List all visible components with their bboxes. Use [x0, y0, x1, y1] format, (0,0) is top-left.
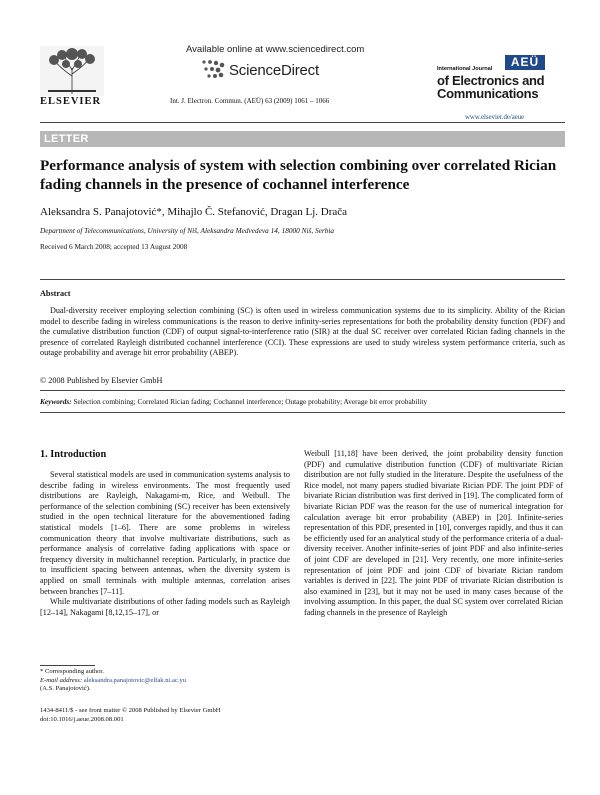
footnote-divider	[40, 665, 95, 666]
keywords-top-divider	[40, 390, 565, 391]
abstract-copyright: © 2008 Published by Elsevier GmbH	[40, 376, 163, 385]
journal-url-link[interactable]: www.elsevier.de/aeue	[465, 114, 525, 121]
left-column	[40, 470, 290, 618]
section-banner	[40, 131, 565, 147]
publisher-name: ELSEVIER	[40, 96, 102, 107]
footer-doi: doi:10.1016/j.aeue.2008.08.001	[40, 716, 124, 723]
keywords-list: Selection combining; Correlated Rician fading; Cochannel interference; Outage probability; Average bit error probability	[73, 397, 428, 406]
intro-heading: 1. Introduction	[40, 449, 107, 460]
journal-name-line2: Communications	[437, 86, 539, 101]
abstract-top-divider	[40, 279, 565, 280]
intro-paragraph-2: While multivariate distributions of other fading models such as Rayleigh [12–14], Nakagami [8,12,15–17], or	[40, 597, 290, 617]
footer-issn: 1434-8411/$ - see front matter © 2008 Published by Elsevier GmbH	[40, 707, 221, 714]
aeu-badge-icon: AEÜ	[505, 55, 545, 70]
intro-paragraph-1: Several statistical models are used in communication systems analysis to describe fading in wireless environments. The most frequently used distributions are Rayleigh, Nakagami-m, Rice, and Weibull. The performance of the selection combining (SC) receiver has been extensively studied in the open technical literature for the abovementioned fading statistical models [1–6]. There are some problems in wireless communication theory that involve multivariate distributions, such as performance analysis of correlative fading applications with space or frequency diversity in multichannel reception. Particularly, in practice due to insufficient spacing between antennas, when the diversity system is applied on small terminals with multiple antennas, correlation arises between branches [7–11].	[40, 470, 290, 596]
article-affiliation: Department of Telecommunications, University of Niš, Aleksandra Medvedeva 14, 18000 Niš, Serbia	[40, 226, 335, 235]
header-divider	[40, 122, 565, 123]
section-label: LETTER	[44, 133, 89, 145]
right-column	[304, 449, 563, 619]
footnote-name: (A.S. Panajotović).	[40, 685, 91, 693]
author-email-link[interactable]: aleksandra.panajotovic@elfak.ni.ac.yu	[83, 676, 187, 684]
abstract-heading: Abstract	[40, 289, 71, 298]
article-title: Performance analysis of system with selection combining over correlated Rician fading channels in the presence of cochannel interference	[40, 157, 557, 193]
sciencedirect-dots-icon	[200, 58, 228, 80]
available-online-text: Available online at www.sciencedirect.com	[186, 44, 365, 55]
journal-citation: Int. J. Electron. Commun. (AEÜ) 63 (2009) 1061 – 1066	[170, 97, 330, 105]
received-dates: Received 6 March 2008; accepted 13 August 2008	[40, 242, 188, 251]
footnote-label: * Corresponding author.	[40, 668, 104, 675]
sciencedirect-wordmark: ScienceDirect	[229, 62, 319, 79]
corresponding-author-footnote	[40, 668, 290, 694]
keywords-line	[40, 397, 427, 406]
email-label: E-mail address:	[40, 676, 83, 684]
keywords-label: Keywords:	[40, 397, 72, 406]
keywords-bottom-divider	[40, 412, 565, 413]
abstract-body: Dual-diversity receiver employing selection combining (SC) is often used in wireless communication systems due to its simplicity. Ability of the Rician model to describe fading in wireless communications is the reason to derive infinity-series representations for both the probability density function (PDF) and the cumulative distribution function (CDF) of output signal-to-interference ratio (SIR) at the dual SC receiver over correlated Rician fading channels in the presence of correlated Rayleigh distributed cochannel interference (CCI). These expressions are used to study wireless system performance criteria, such as outage probability and average bit error probability (ABEP).	[40, 306, 565, 358]
journal-name-line1: of Electronics and	[437, 73, 545, 88]
journal-intl-label: International Journal	[437, 66, 493, 72]
intro-paragraph-3: Weibull [11,18] have been derived, the joint probability density function (PDF) and cumulative distribution function (CDF) of multivariate Rician distribution are not fully studied in the literature. Despite the usefulness of the Rice model, not many papers studied bivariate Rician PDF. The joint PDF of bivariate Rician distribution was first derived in [19]. The complicated form of bivariate Rician PDF was the reason for the use of numerical integration for calculation average bit error probability (ABEP) in [20]. Infinite-series representation of this PDF, presented in [10], converges rapidly, and thus it can be efficiently used for an analytical study of the performance criteria of a dual-diversity receiver. Another infinite-series of joint PDF and also infinite-series of joint CDF are developed in [21]. Very recently, one more infinite-series representation of joint PDF and joint CDF of bivariate Rician random variables is derived in [22]. The joint PDF of trivariate Rician distribution is also examined in [23], but it may not be used in many cases because of the involving assumption. In this paper, the dual SC system over correlated Rician fading channels in the presence of Rayleigh	[304, 449, 563, 617]
article-authors: Aleksandra S. Panajotović*, Mihajlo Č. Stefanović, Dragan Lj. Drača	[40, 206, 348, 218]
